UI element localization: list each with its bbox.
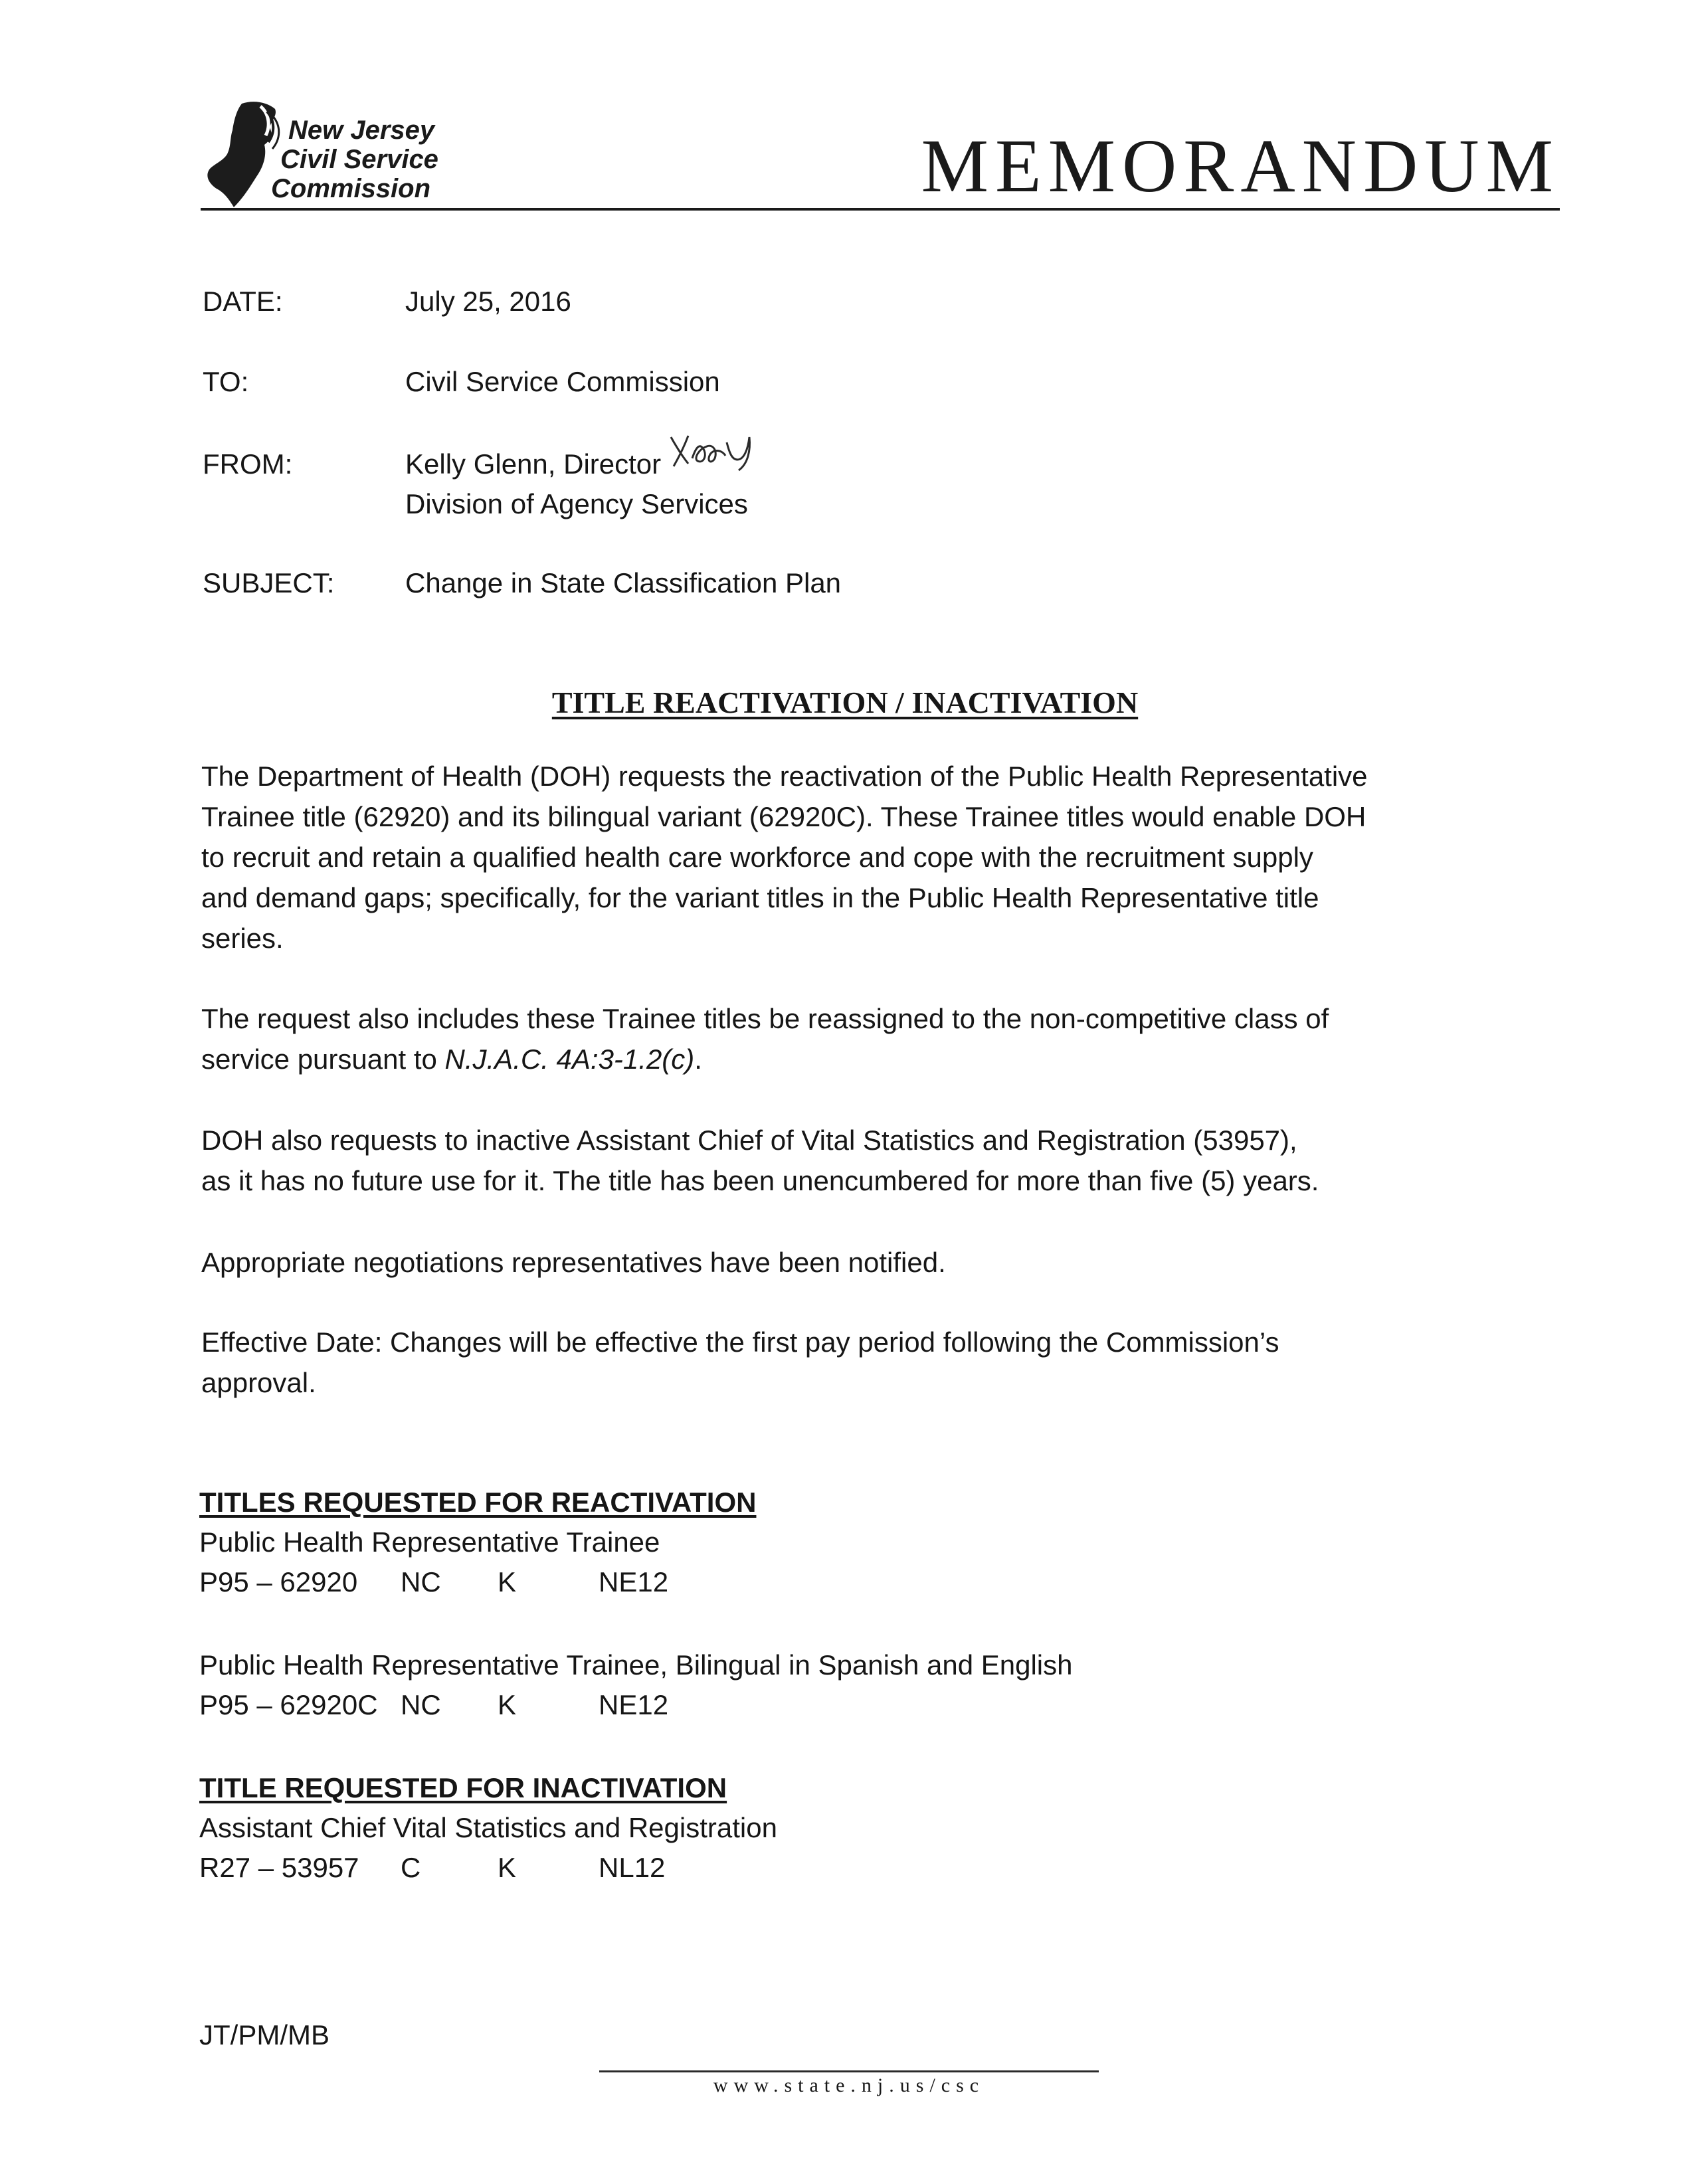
- memo-section-heading: TITLE REACTIVATION / INACTIVATION: [551, 685, 1139, 719]
- title-class: NC: [401, 1566, 441, 1597]
- paragraph-line: [201, 1039, 1530, 1079]
- from-value-name: Kelly Glenn, Director: [405, 448, 662, 480]
- paragraph-inactivation-request: [201, 1120, 1530, 1201]
- title-code-row: [199, 1562, 864, 1602]
- header-divider: [201, 208, 1560, 211]
- subject-label: SUBJECT:: [203, 567, 335, 598]
- title-range: NL12: [599, 1852, 666, 1883]
- logo-line-commission: Commission: [271, 174, 431, 203]
- title-code: R27 – 53957: [199, 1852, 359, 1883]
- title-range: NE12: [599, 1566, 669, 1597]
- paragraph-effective-date: [201, 1322, 1530, 1403]
- to-label: TO:: [203, 366, 249, 397]
- paragraph-line: Trainee title (62920) and its bilingual variant (62920C). These Trainee titles would enable DOH: [201, 801, 1366, 832]
- website-url: www.state.nj.us/csc: [713, 2074, 985, 2096]
- inactivation-heading: TITLE REQUESTED FOR INACTIVATION: [199, 1772, 727, 1803]
- paragraph-line: as it has no future use for it. The title has been unencumbered for more than five (5) years.: [201, 1165, 1319, 1196]
- paragraph-class-reassignment: [201, 998, 1530, 1079]
- paragraph-line: Appropriate negotiations representatives have been notified.: [201, 1247, 946, 1278]
- title-class: NC: [401, 1689, 441, 1720]
- title-range: NE12: [599, 1689, 669, 1720]
- paragraph-line: and demand gaps; specifically, for the variant titles in the Public Health Representative title: [201, 882, 1319, 913]
- handwritten-initials-signature: [666, 422, 765, 476]
- paragraph-text: service pursuant to: [201, 1044, 445, 1075]
- paragraph-line: The request also includes these Trainee titles be reassigned to the non-competitive class of: [201, 1003, 1329, 1034]
- from-value-division: Division of Agency Services: [405, 488, 748, 519]
- title-name: Assistant Chief Vital Statistics and Registration: [199, 1812, 777, 1843]
- logo-wordmark: [271, 116, 438, 203]
- title-category: K: [498, 1566, 517, 1597]
- paragraph-text: .: [694, 1044, 702, 1075]
- nj-civil-service-logo: [201, 98, 506, 211]
- title-name: Public Health Representative Trainee, Bilingual in Spanish and English: [199, 1649, 1073, 1681]
- from-label: FROM:: [203, 448, 293, 480]
- paragraph-line: The Department of Health (DOH) requests the reactivation of the Public Health Representative: [201, 761, 1368, 792]
- title-code-row: [199, 1848, 864, 1888]
- title-name: Public Health Representative Trainee: [199, 1526, 660, 1558]
- logo-line-new-jersey: New Jersey: [288, 116, 435, 145]
- reference-initials: JT/PM/MB: [199, 2019, 329, 2050]
- title-category: K: [498, 1689, 517, 1720]
- to-value: Civil Service Commission: [405, 366, 720, 397]
- subject-value: Change in State Classification Plan: [405, 567, 842, 598]
- paragraph-line: to recruit and retain a qualified health care workforce and cope with the recruitment supply: [201, 842, 1313, 873]
- logo-line-civil-service: Civil Service: [280, 145, 438, 174]
- regulation-citation: N.J.A.C. 4A:3-1.2(c): [444, 1044, 695, 1075]
- date-label: DATE:: [203, 286, 283, 317]
- paragraph-line: Effective Date: Changes will be effective the first pay period following the Commission’s: [201, 1326, 1279, 1358]
- title-code: P95 – 62920C: [199, 1689, 378, 1720]
- paragraph-negotiations: [201, 1242, 1530, 1283]
- paragraph-line: series.: [201, 923, 284, 954]
- paragraph-line: DOH also requests to inactive Assistant Chief of Vital Statistics and Registration (53957),: [201, 1125, 1297, 1156]
- title-code-row: [199, 1685, 864, 1725]
- title-category: K: [498, 1852, 517, 1883]
- title-code: P95 – 62920: [199, 1566, 358, 1597]
- paragraph-reactivation-request: [201, 756, 1530, 958]
- reactivation-heading: TITLES REQUESTED FOR REACTIVATION: [199, 1487, 757, 1518]
- date-value: July 25, 2016: [405, 286, 571, 317]
- document-type-title: MEMORANDUM: [921, 124, 1560, 208]
- paragraph-line: approval.: [201, 1367, 316, 1398]
- title-class: C: [401, 1852, 421, 1883]
